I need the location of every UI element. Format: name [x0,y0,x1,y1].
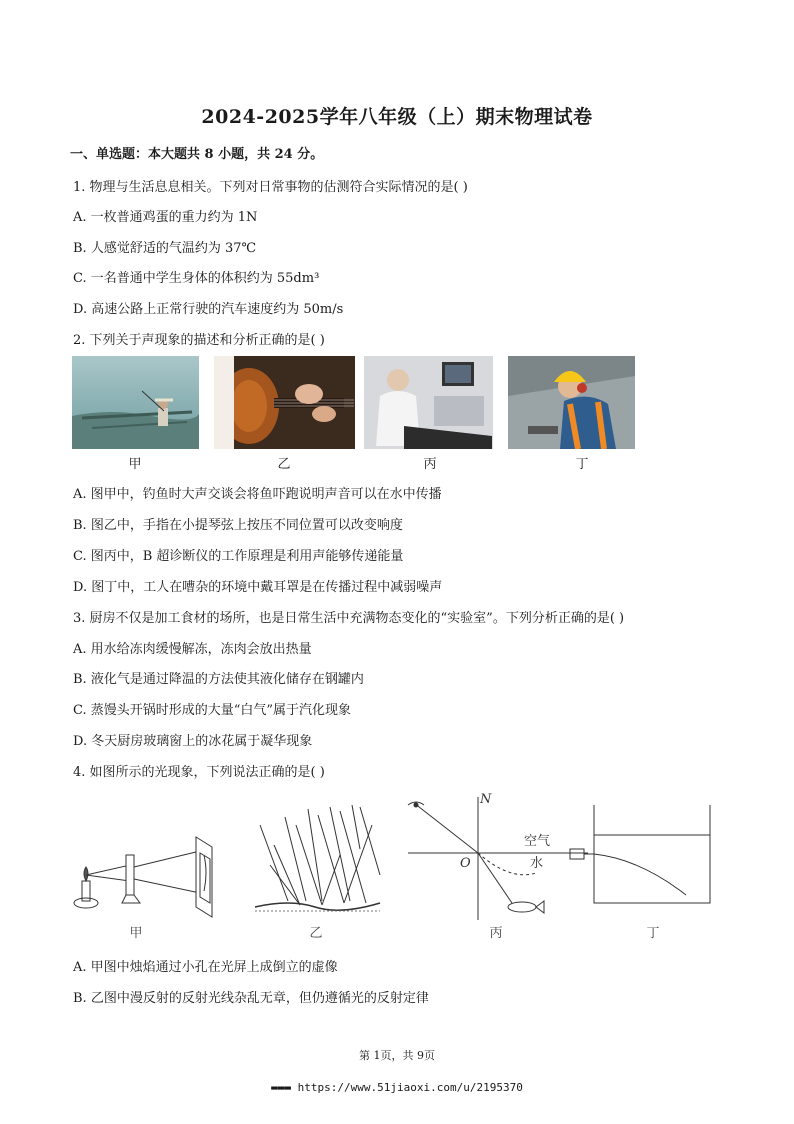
photo-worker [508,356,635,449]
diagram-label-n: N [480,792,492,807]
q4-light-diagrams [60,785,730,920]
photo-violin [214,356,355,449]
photo-fishing [72,356,199,449]
q2-label-jia: 甲 [128,457,142,472]
page-footer: 第 1页，共 9页 [359,1049,435,1062]
q3-option-b: B. 液化气是通过降温的方法使其液化储存在钢罐内 [73,672,364,687]
diagram-water-tank [570,805,710,903]
q2-stem: 2. 下列关于声现象的描述和分析正确的是( ) [73,333,325,348]
q2-label-ding: 丁 [575,457,589,472]
q2-option-a: A. 图甲中，钓鱼时大声交谈会将鱼吓跑说明声音可以在水中传播 [73,487,442,502]
q1-option-a: A. 一枚普通鸡蛋的重力约为 1N [73,210,258,225]
photo-ultrasound [364,356,493,449]
q1-option-d: D. 高速公路上正常行驶的汽车速度约为 50m/s [73,302,344,317]
q3-option-d: D. 冬天厨房玻璃窗上的冰花属于凝华现象 [73,734,313,749]
q2-label-yi: 乙 [277,457,291,472]
diagram-label-water: 水 [530,856,544,871]
q2-option-b: B. 图乙中，手指在小提琴弦上按压不同位置可以改变响度 [73,518,403,533]
q3-stem: 3. 厨房不仅是加工食材的场所，也是日常生活中充满物态变化的“实验室”。下列分析正确的是( ) [73,611,625,626]
page-title: 2024-2025学年八年级（上）期末物理试卷 [201,106,593,128]
q3-option-a: A. 用水给冻肉缓慢解冻，冻肉会放出热量 [73,642,312,657]
q4-stem: 4. 如图所示的光现象，下列说法正确的是( ) [73,765,325,780]
q4-label-yi: 乙 [309,926,323,941]
q2-label-bing: 丙 [423,457,437,472]
q1-option-b: B. 人感觉舒适的气温约为 37℃ [73,241,257,256]
q4-label-jia: 甲 [129,926,143,941]
q1-option-c: C. 一名普通中学生身体的体积约为 55dm³ [73,271,320,286]
q4-label-bing: 丙 [489,926,503,941]
diagram-label-o: O [460,856,471,871]
q2-option-c: C. 图丙中，B 超诊断仪的工作原理是利用声能够传递能量 [73,549,404,564]
q3-option-c: C. 蒸馒头开锅时形成的大量“白气”属于汽化现象 [73,703,352,718]
diagram-diffuse-reflection [255,805,380,911]
q4-option-a: A. 甲图中烛焰通过小孔在光屏上成倒立的虚像 [73,960,338,975]
diagram-label-air: 空气 [524,834,551,849]
watermark-link[interactable]: ▬▬▬ https://www.51jiaoxi.com/u/2195370 [271,1081,523,1094]
diagram-refraction [408,797,588,920]
q4-option-b: B. 乙图中漫反射的反射光线杂乱无章，但仍遵循光的反射定律 [73,991,429,1006]
q4-label-ding: 丁 [646,926,660,941]
q1-stem: 1. 物理与生活息息相关。下列对日常事物的估测符合实际情况的是( ) [73,180,468,195]
diagram-pinhole [74,837,212,917]
section-heading: 一、单选题：本大题共 8 小题，共 24 分。 [70,147,324,162]
q2-option-d: D. 图丁中，工人在嘈杂的环境中戴耳罩是在传播过程中减弱噪声 [73,580,443,595]
